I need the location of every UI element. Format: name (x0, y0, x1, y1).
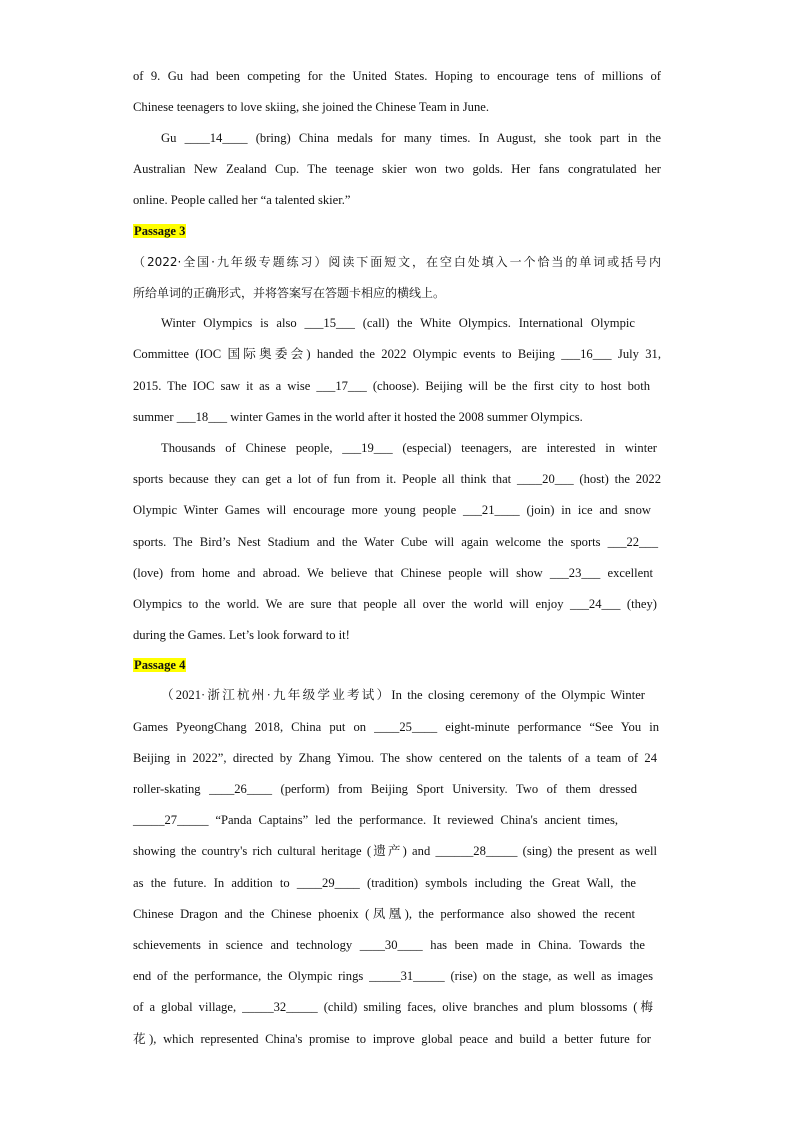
text-line: summer ___18___ winter Games in the world after it hosted the 2008 summer Olympics. (133, 410, 583, 424)
text-line: _____27_____ “Panda Captains” led the performance. It reviewed China's ancient times, (133, 813, 618, 827)
text-line: during the Games. Let’s look forward to it! (133, 628, 350, 642)
text-line: (love) from home and abroad. We believe that Chinese people will show ___23___ excellent (133, 566, 653, 580)
text-line: （2022·全国·九年级专题练习）阅读下面短文，在空白处填入一个恰当的单词或括号内 (133, 255, 661, 269)
text-line: of 9. Gu had been competing for the United States. Hoping to encourage tens of millions of (133, 69, 661, 83)
text-line: Gu ____14____ (bring) China medals for many times. In August, she took part in the (161, 131, 661, 145)
text-line: roller-skating ____26____ (perform) from Beijing Sport University. Two of them dressed (133, 782, 637, 796)
text-line: Committee (IOC 国际奥委会) handed the 2022 Olympic events to Beijing ___16___ July 31, (133, 347, 661, 361)
text-line: Olympics to the world. We are sure that people all over the world will enjoy ___24___ (they) (133, 597, 657, 611)
text-line: Games PyeongChang 2018, China put on ____25____ eight-minute performance “See You in (133, 720, 659, 734)
text-line: sports because they can get a lot of fun from it. People all think that ____20___ (host) the 2022 (133, 472, 661, 486)
text-line: Australian New Zealand Cup. The teenage skier won two golds. Her fans congratulated her (133, 162, 661, 176)
passage-heading (133, 221, 661, 241)
text-line: schievements in science and technology ____30____ has been made in China. Towards the (133, 938, 645, 952)
passage-3-label: Passage 3 (134, 224, 186, 238)
passage-4-label: Passage 4 (134, 658, 186, 672)
text-line: sports. The Bird’s Nest Stadium and the Water Cube will again welcome the sports ___22___ (133, 535, 658, 549)
text-line: Olympic Winter Games will encourage more young people ___21____ (join) in ice and snow (133, 503, 651, 517)
text-line: online. People called her “a talented skier.” (133, 193, 351, 207)
text-line: 所给单词的正确形式，并将答案写在答题卡相应的横线上。 (133, 286, 446, 300)
text-line: Chinese Dragon and the Chinese phoenix (凤凰), the performance also showed the recent (133, 907, 635, 921)
text-line: as the future. In addition to ____29____ (tradition) symbols including the Great Wall, the (133, 876, 636, 890)
text-line: 2015. The IOC saw it as a wise ___17___ (choose). Beijing will be the first city to host both (133, 379, 650, 393)
passage-heading (133, 655, 661, 675)
text-line: Thousands of Chinese people, ___19___ (especial) teenagers, are interested in winter (161, 441, 657, 455)
text-line: Beijing in 2022”, directed by Zhang Yimou. The show centered on the talents of a team of 24 (133, 751, 657, 765)
text-line: Chinese teenagers to love skiing, she joined the Chinese Team in June. (133, 100, 489, 114)
text-line: end of the performance, the Olympic rings _____31_____ (rise) on the stage, as well as images (133, 969, 653, 983)
text-line: showing the country's rich cultural heritage (遗产) and ______28_____ (sing) the present as well (133, 844, 657, 858)
text-line: （2021·浙江杭州·九年级学业考试）In the closing ceremony of the Olympic Winter (161, 688, 645, 702)
text-line: Winter Olympics is also ___15___ (call) the White Olympics. International Olympic (161, 316, 635, 330)
text-line: of a global village, _____32_____ (child) smiling faces, olive branches and plum blossoms (梅 (133, 1000, 653, 1014)
text-line: 花), which represented China's promise to improve global peace and build a better future for (133, 1032, 651, 1046)
